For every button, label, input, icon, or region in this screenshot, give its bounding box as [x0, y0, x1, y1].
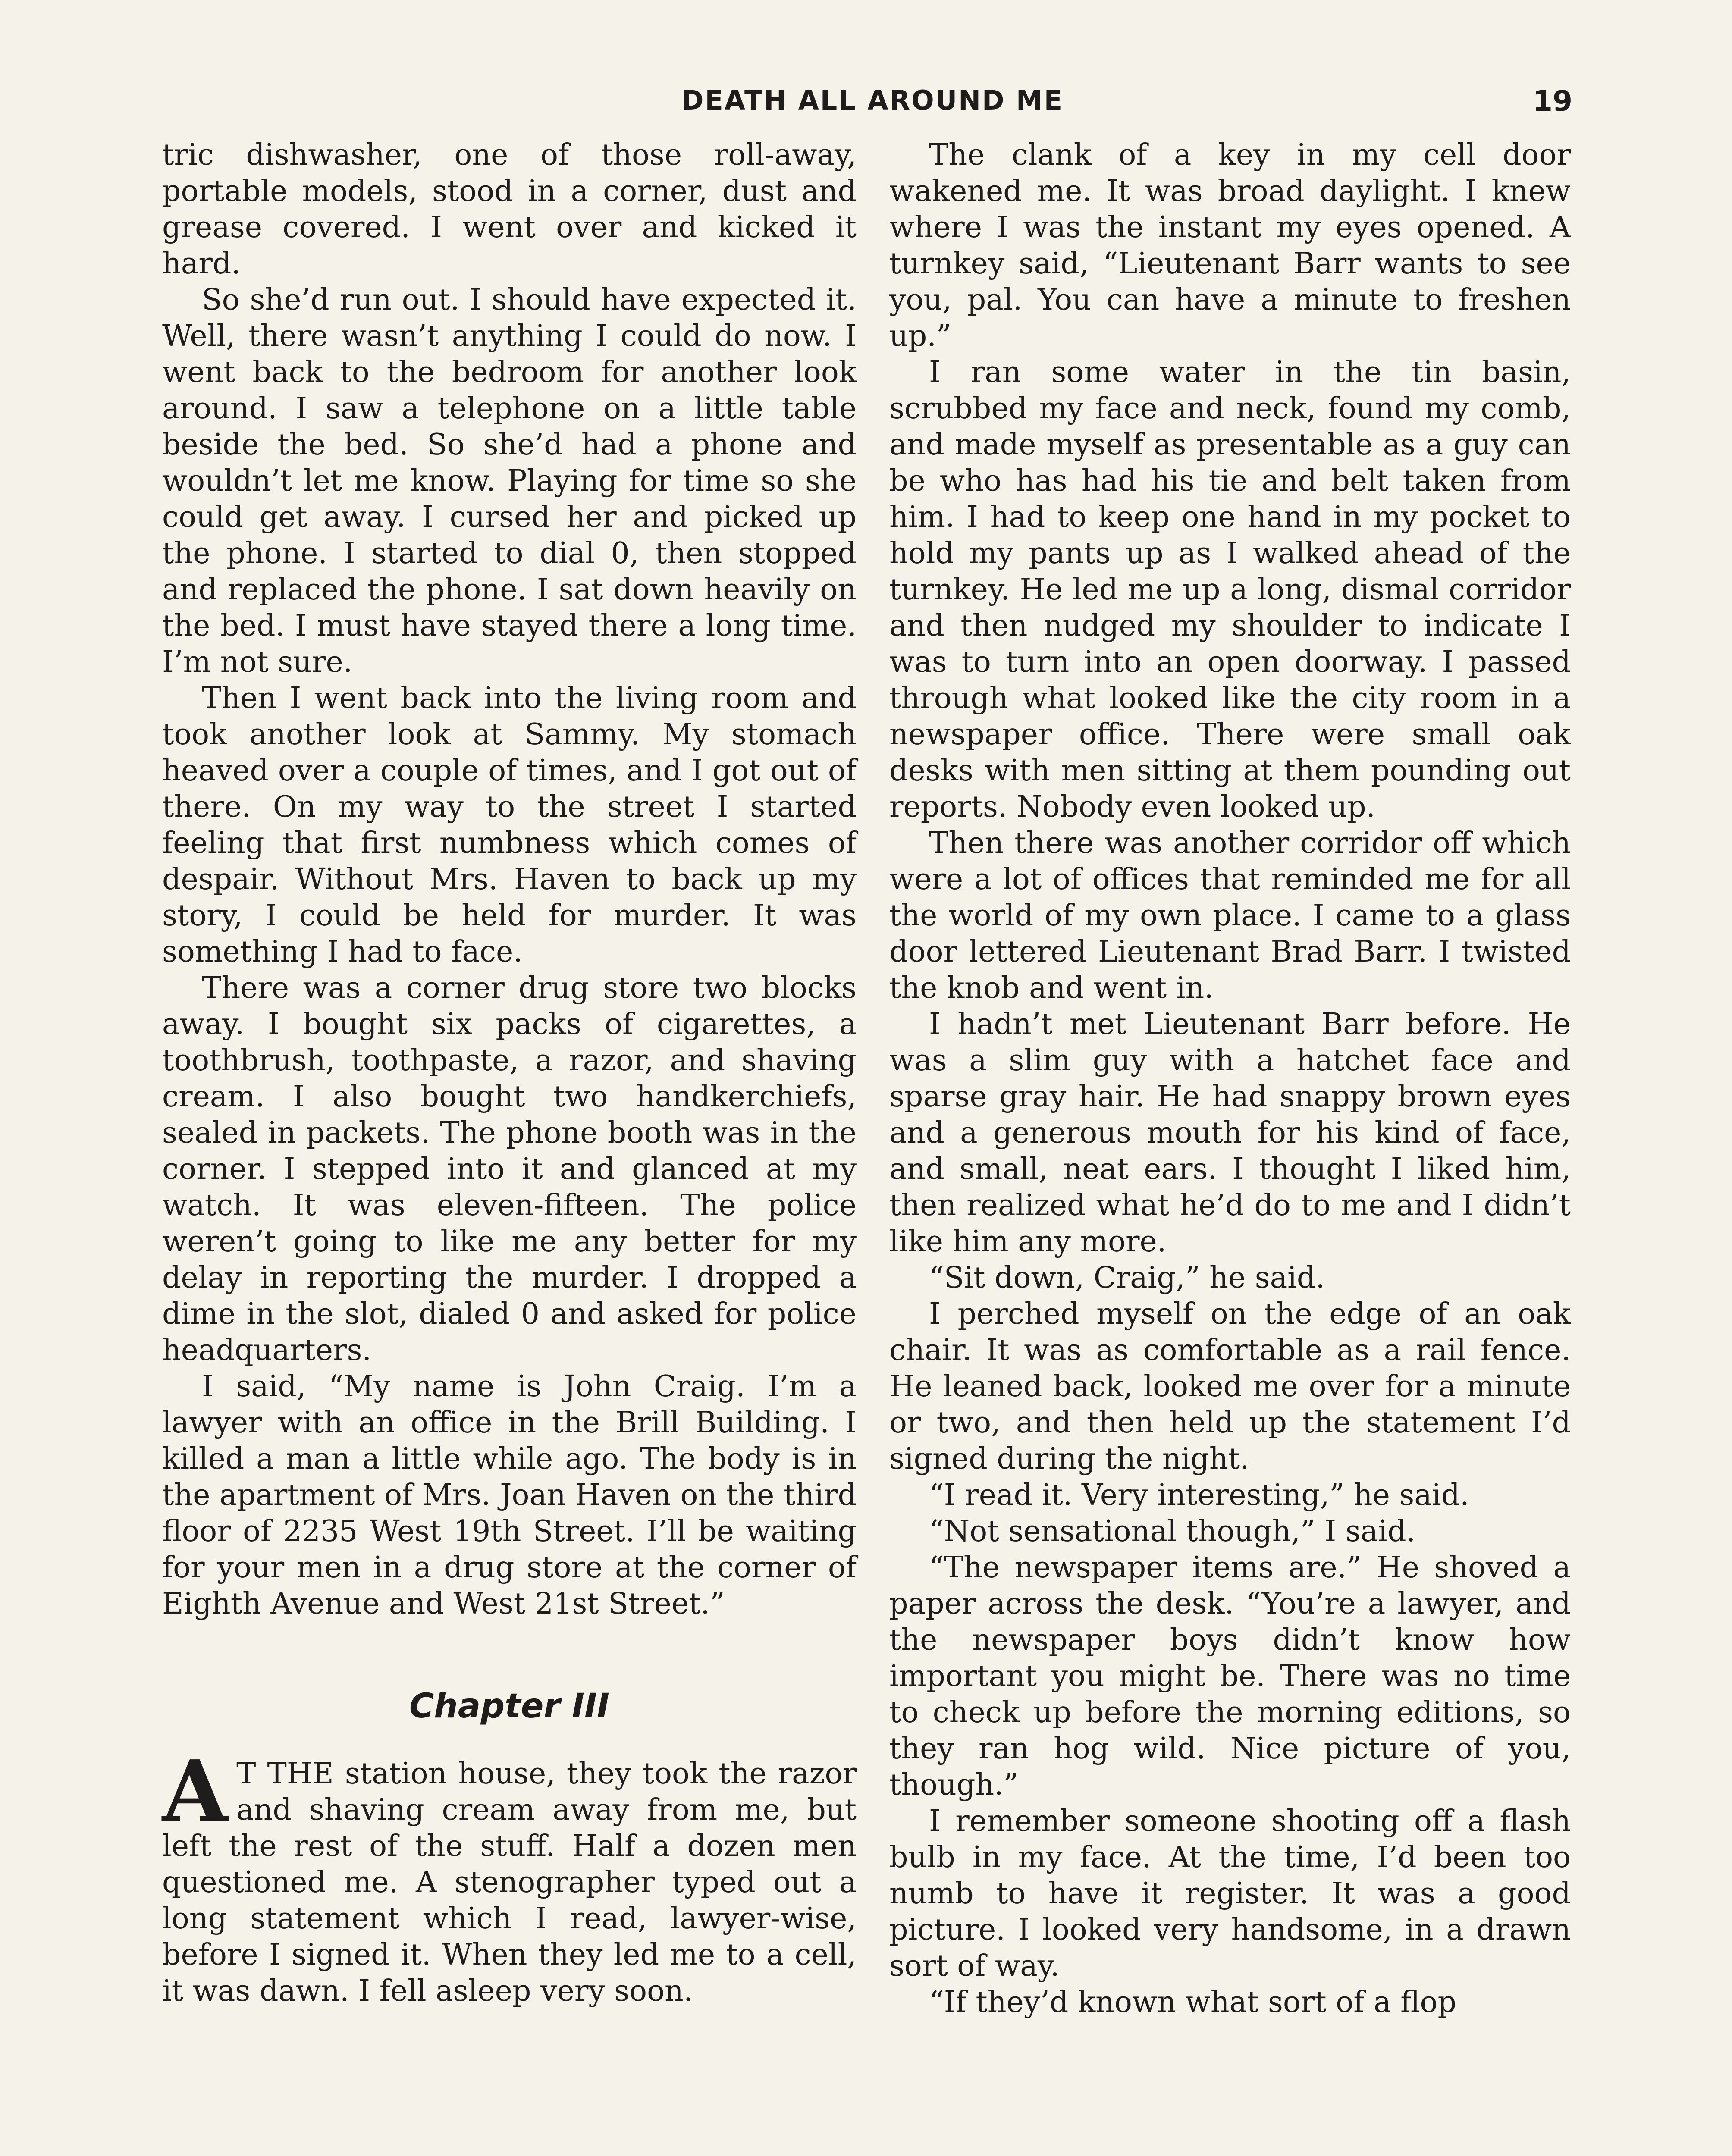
- drop-cap: A: [162, 1742, 228, 1841]
- paragraph: “Sit down, Craig,” he said.: [929, 1261, 1325, 1295]
- chapter-opening-paragraph: [162, 1742, 857, 2009]
- running-title: DEATH ALL AROUND ME: [681, 85, 1064, 116]
- paragraph: The clank of a key in my cell door wakened me. It was broad daylight. I knew where I was the instant my eyes opened. A turnkey said, “Lieutenant Barr wants to see you, pal. You can have a minute to freshen up.”: [889, 138, 1571, 353]
- left-column: [162, 137, 857, 2009]
- paragraph: I perched myself on the edge of an oak chair. It was as comfortable as a rail fence. He leaned back, looked me over for a minute or two, and then held up the statement I’d signed during the night.: [889, 1297, 1571, 1476]
- paragraph: tric dishwasher, one of those roll-away, portable models, stood in a corner, dust and grease covered. I went over and kicked it hard.: [162, 138, 857, 281]
- paragraph: I said, “My name is John Craig. I’m a lawyer with an office in the Brill Building. I killed a man a little while ago. The body is in the apartment of Mrs. Joan Haven on the third floor of 2235 West 19th Street. I’ll be waiting for your men in a drug store at the corner of Eighth Avenue and West 21st Street.”: [162, 1369, 857, 1621]
- paragraph: Then I went back into the living room and took another look at Sammy. My stomach heaved over a couple of times, and I got out of there. On my way to the street I started feeling that first numbness which comes of despair. Without Mrs. Haven to back up my story, I could be held for murder. It was something I had to face.: [162, 681, 857, 969]
- page-header: [164, 85, 1572, 132]
- right-column: [889, 137, 1571, 2021]
- paragraph: I ran some water in the tin basin, scrubbed my face and neck, found my comb, and made myself as presentable as a guy can be who has had his tie and belt taken from him. I had to keep one hand in my pocket to hold my pants up as I walked ahead of the turnkey. He led me up a long, dismal corridor and then nudged my shoulder to indicate I was to turn into an open doorway. I passed through what looked like the city room in a newspaper office. There were small oak desks with men sitting at them pounding out reports. Nobody even looked up.: [889, 355, 1571, 824]
- paragraph: I hadn’t met Lieutenant Barr before. He was a slim guy with a hatchet face and sparse gray hair. He had snappy brown eyes and a generous mouth for his kind of face, and small, neat ears. I thought I liked him, then realized what he’d do to me and I didn’t like him any more.: [889, 1007, 1571, 1259]
- paragraph: There was a corner drug store two blocks away. I bought six packs of cigarettes, a toothbrush, toothpaste, a razor, and shaving cream. I also bought two handkerchiefs, sealed in packets. The phone booth was in the corner. I stepped into it and glanced at my watch. It was eleven-fifteen. The police weren’t going to like me any better for my delay in reporting the murder. I dropped a dime in the slot, dialed 0 and asked for police headquarters.: [162, 971, 857, 1367]
- paragraph: “The newspaper items are.” He shoved a paper across the desk. “You’re a lawyer, and the newspaper boys didn’t know how important you might be. There was no time to check up before the morning editions, so they ran hog wild. Nice picture of you, though.”: [889, 1551, 1571, 1802]
- page-number: 19: [1533, 85, 1572, 118]
- paragraph: “Not sensational though,” I said.: [929, 1514, 1416, 1548]
- paragraph: “I read it. Very interesting,” he said.: [929, 1478, 1469, 1512]
- paragraph: So she’d run out. I should have expected it. Well, there wasn’t anything I could do now. I went back to the bedroom for another look around. I saw a telephone on a little table beside the bed. So she’d had a phone and wouldn’t let me know. Playing for time so she could get away. I cursed her and picked up the phone. I started to dial 0, then stopped and replaced the phone. I sat down heavily on the bed. I must have stayed there a long time. I’m not sure.: [162, 283, 857, 679]
- opening-text: T THE station house, they took the razor and shaving cream away from me, but left the rest of the stuff. Half a dozen men questioned me. A stenographer typed out a long statement which I read, lawyer-wise, before I signed it. When they led me to a cell, it was dawn. I fell asleep very soon.: [162, 1757, 857, 2008]
- chapter-heading: Chapter III: [409, 1687, 610, 1726]
- paragraph: “If they’d known what sort of a flop: [929, 1985, 1456, 2019]
- paragraph: I remember someone shooting off a flash bulb in my face. At the time, I’d been too numb to have it register. It was a good picture. I looked very handsome, in a drawn sort of way.: [889, 1804, 1571, 1983]
- paragraph: Then there was another corridor off which were a lot of offices that reminded me for all the world of my own place. I came to a glass door lettered Lieutenant Brad Barr. I twisted the knob and went in.: [889, 826, 1571, 1005]
